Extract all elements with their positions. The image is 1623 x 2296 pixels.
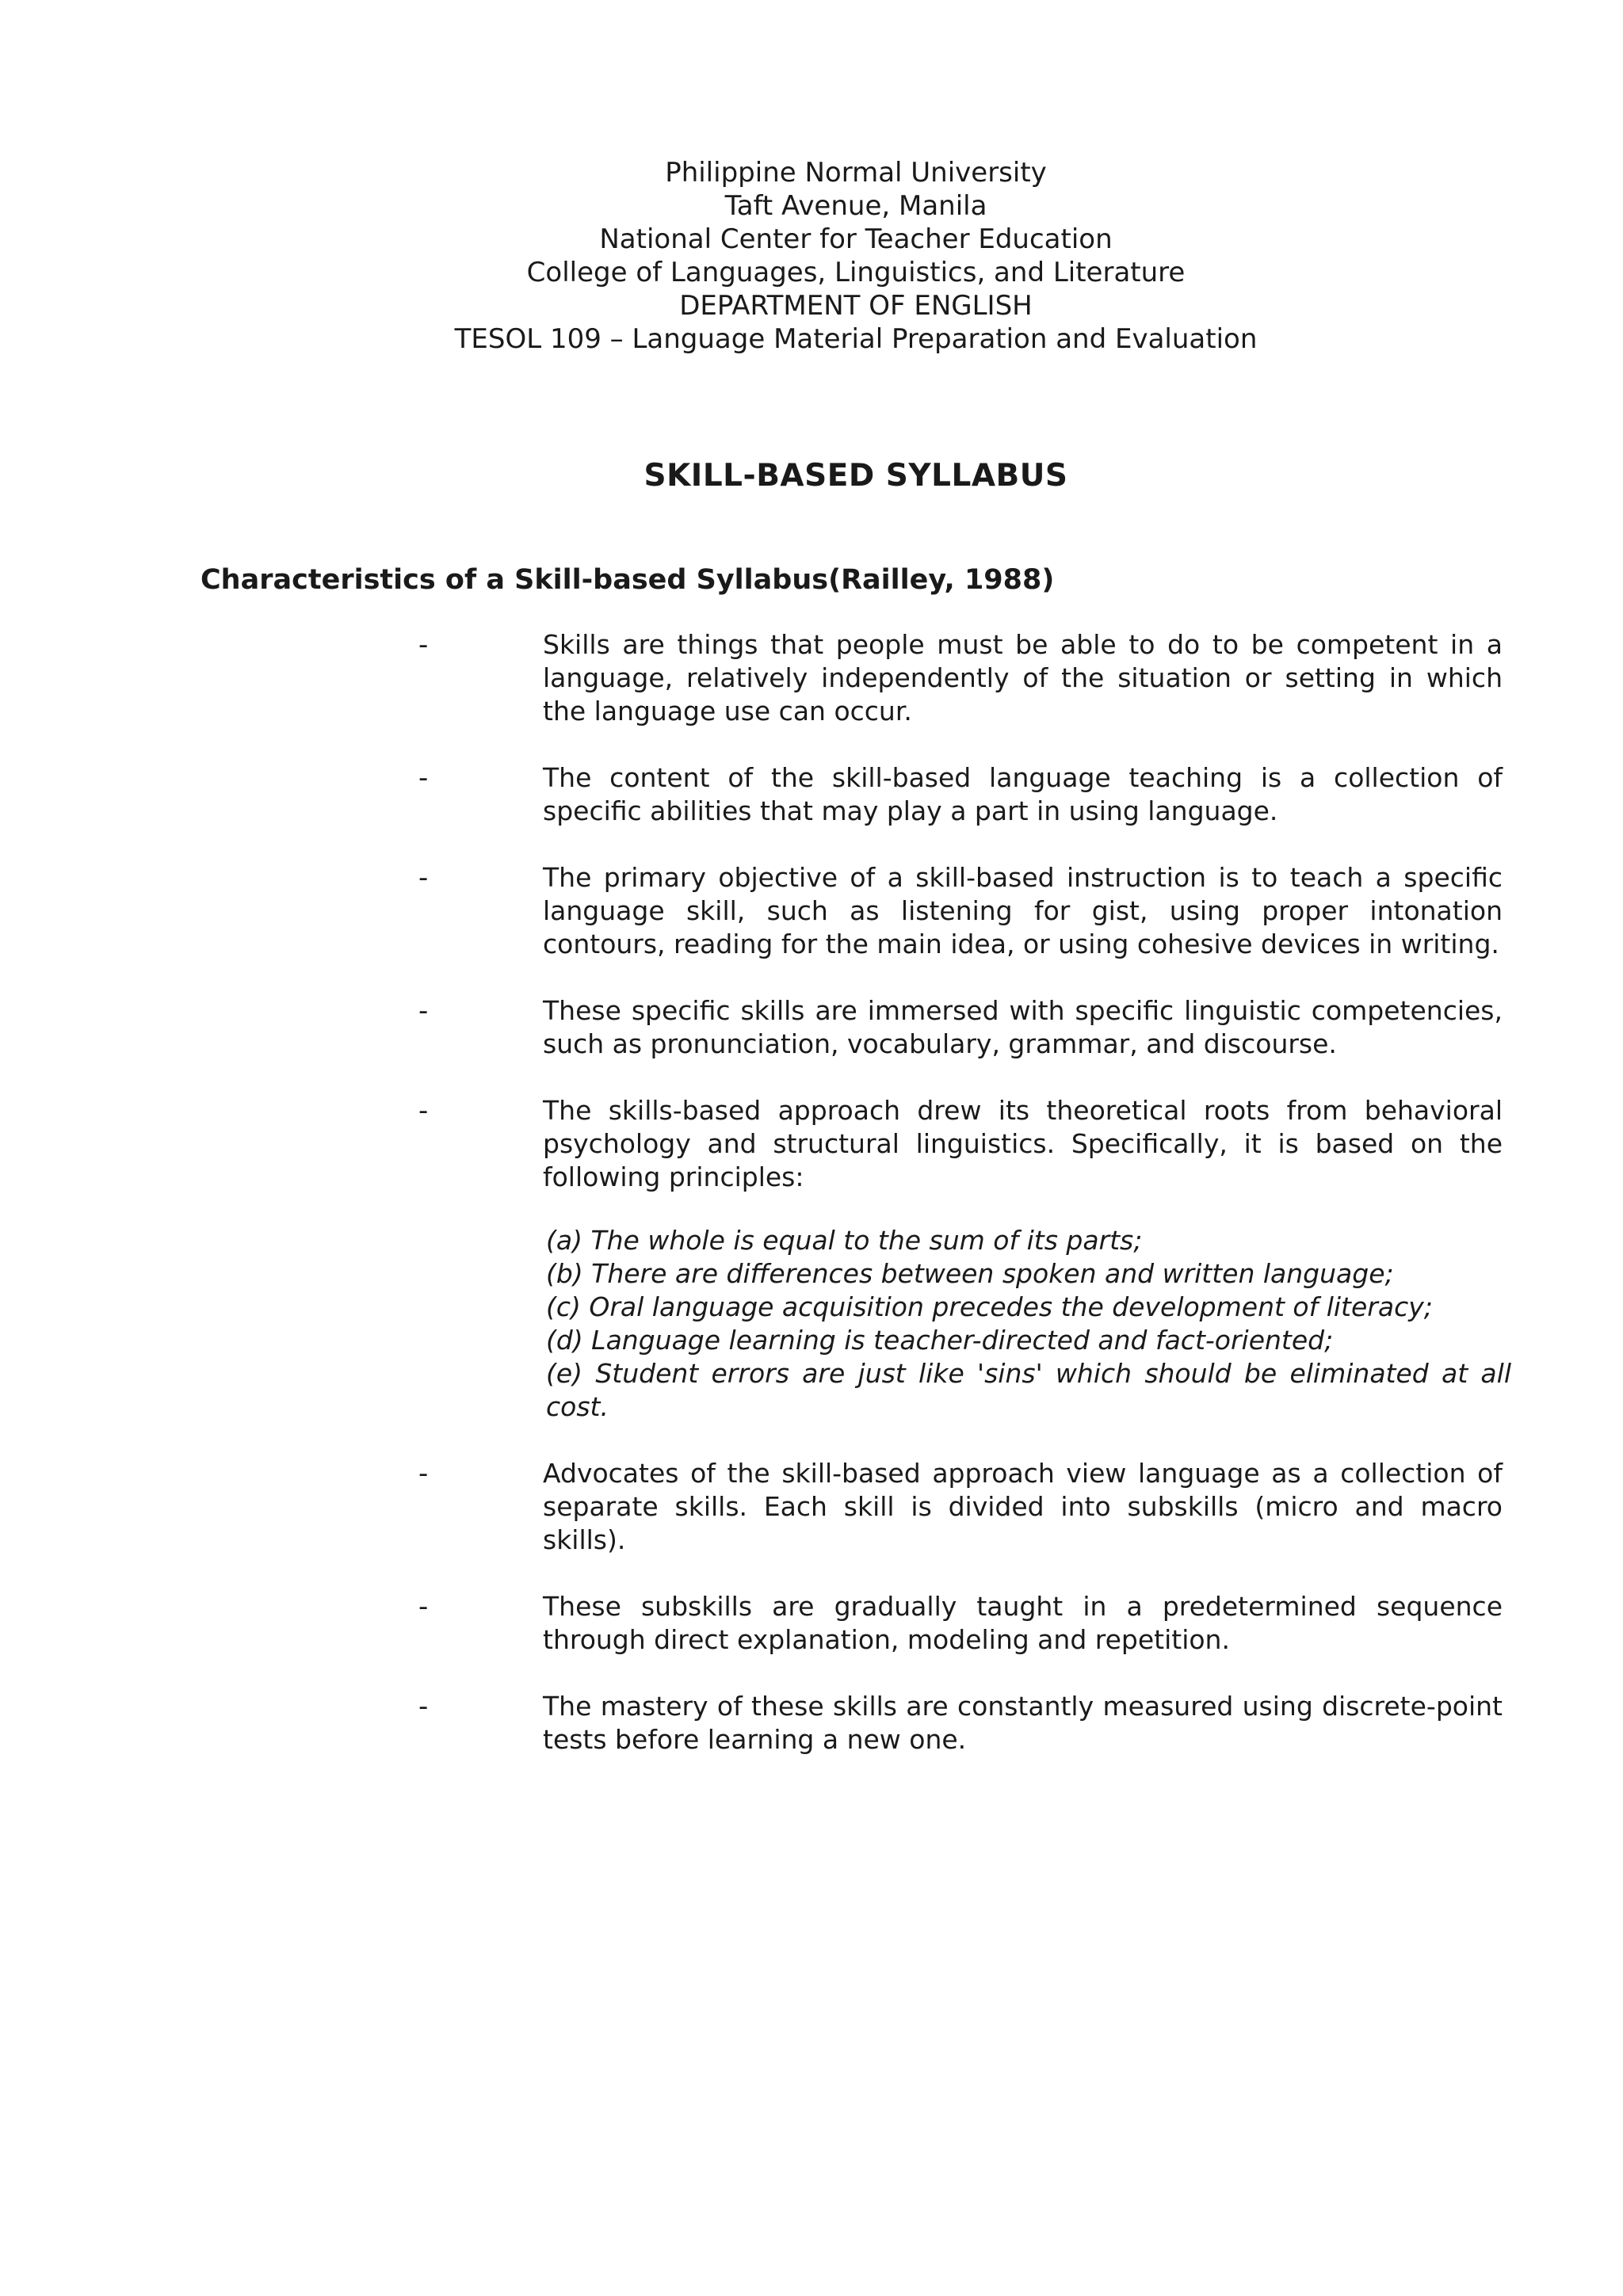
- list-item: [0, 861, 1623, 961]
- header-university: Philippine Normal University: [665, 157, 1047, 189]
- bullet-marker: -: [418, 995, 429, 1027]
- list-item: [0, 628, 1623, 728]
- header-course: TESOL 109 – Language Material Preparation and Evaluation: [454, 323, 1258, 355]
- bullet-marker: -: [418, 762, 429, 794]
- bullet-marker: -: [418, 862, 429, 894]
- bullet-marker: -: [418, 1691, 429, 1722]
- characteristics-list: [0, 628, 1623, 1790]
- header-department: DEPARTMENT OF ENGLISH: [679, 290, 1033, 322]
- principle-item: (e) Student errors are just like 'sins' which should be eliminated at all cost.: [546, 1358, 1511, 1422]
- document-header: [0, 156, 1623, 356]
- principle-item: (b) There are differences between spoken and written language;: [546, 1258, 1394, 1289]
- list-item: [0, 761, 1623, 828]
- list-item: [0, 1094, 1623, 1194]
- list-item-text: The content of the skill-based language teaching is a collection of specific abilities that may play a part in using language.: [543, 762, 1503, 826]
- list-item: [0, 1590, 1623, 1657]
- list-item: [0, 1690, 1623, 1756]
- bullet-marker: -: [418, 1591, 429, 1623]
- bullet-marker: -: [418, 1458, 429, 1489]
- list-item-text: These specific skills are immersed with specific linguistic competencies, such as pronunciation, vocabulary, grammar, and discourse.: [543, 995, 1503, 1059]
- page-title: SKILL-BASED SYLLABUS: [643, 458, 1068, 494]
- principle-item: (a) The whole is equal to the sum of its parts;: [546, 1225, 1143, 1256]
- bullet-marker: -: [418, 629, 429, 661]
- principle-item: (c) Oral language acquisition precedes the development of literacy;: [546, 1291, 1433, 1322]
- list-item-text: The primary objective of a skill-based instruction is to teach a specific language skill, such as listening for gist, using proper intonation contours, reading for the main idea, or using cohesive devices in writing.: [543, 862, 1503, 959]
- header-address: Taft Avenue, Manila: [724, 190, 987, 222]
- list-item-text: The skills-based approach drew its theoretical roots from behavioral psychology and structural linguistics. Specifically, it is based on the following principles:: [543, 1095, 1503, 1192]
- list-item-text: These subskills are gradually taught in a predetermined sequence through direct explanation, modeling and repetition.: [543, 1591, 1503, 1655]
- header-center: National Center for Teacher Education: [599, 223, 1113, 255]
- principle-item: (d) Language learning is teacher-directed and fact-oriented;: [546, 1325, 1334, 1356]
- list-item-text: Advocates of the skill-based approach view language as a collection of separate skills. Each skill is divided into subskills (micro and macro skills).: [543, 1458, 1503, 1555]
- section-heading: Characteristics of a Skill-based Syllabus(Railley, 1988): [200, 564, 1055, 596]
- list-item-text: The mastery of these skills are constantly measured using discrete-point tests before learning a new one.: [543, 1691, 1503, 1755]
- header-college: College of Languages, Linguistics, and Literature: [526, 257, 1186, 288]
- list-item-text: Skills are things that people must be able to do to be competent in a language, relatively independently of the situation or setting in which the language use can occur.: [543, 629, 1503, 727]
- principles-list: [546, 1224, 1511, 1424]
- list-item: [0, 994, 1623, 1061]
- bullet-marker: -: [418, 1095, 429, 1127]
- list-item: [0, 1457, 1623, 1557]
